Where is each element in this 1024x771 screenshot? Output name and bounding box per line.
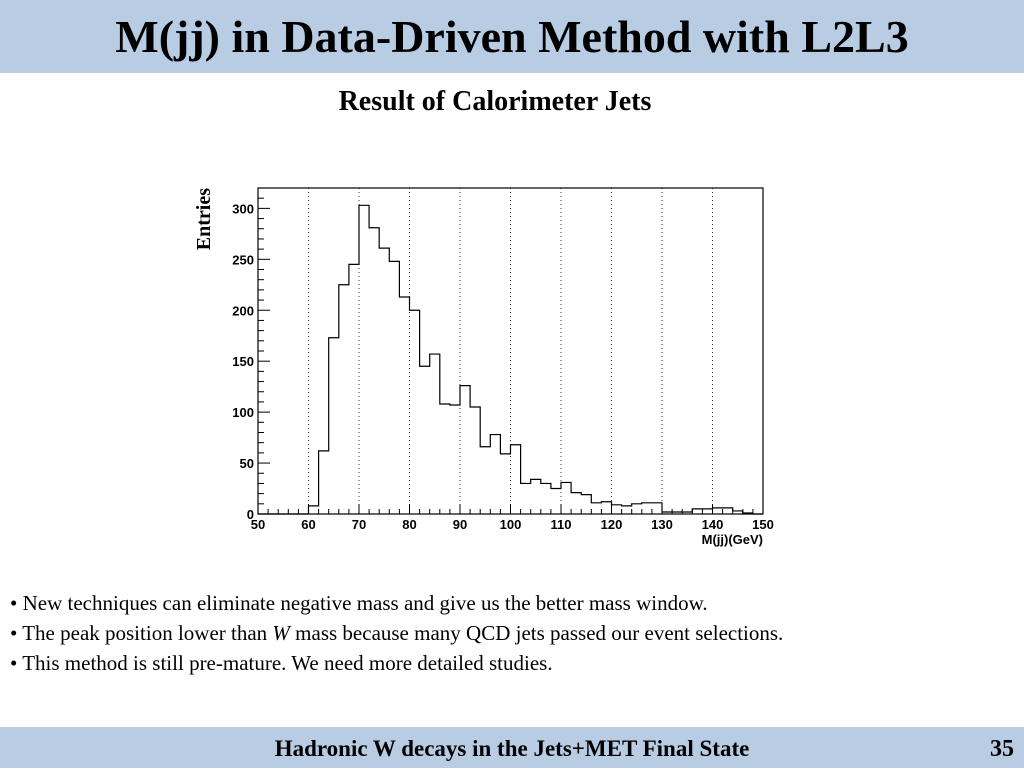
y-tick-label-250: 250	[232, 252, 254, 268]
y-tick-label-100: 100	[232, 405, 254, 421]
footer-title: Hadronic W decays in the Jets+MET Final State	[274, 736, 750, 761]
x-tick-label-130: 130	[651, 517, 673, 532]
bullet-emphasis: W	[272, 621, 290, 645]
x-tick-label-150: 150	[752, 517, 774, 532]
mjj-histogram	[185, 180, 805, 560]
grid-lines	[309, 188, 713, 514]
x-tick-label-120: 120	[600, 517, 623, 532]
bullet-list	[10, 588, 1010, 678]
x-tick-labels	[251, 517, 774, 532]
footer-banner	[0, 727, 1024, 768]
x-tick-label-80: 80	[402, 517, 417, 532]
bullet-item	[10, 588, 1010, 618]
bullet-item	[10, 648, 1010, 678]
bullet-text: • New techniques can eliminate negative mass and give us the better mass window.	[10, 591, 708, 615]
x-tick-label-140: 140	[701, 517, 724, 532]
bullet-text: • The peak position lower than	[10, 621, 273, 645]
bullet-text: • This method is still pre-mature. We need more detailed studies.	[10, 651, 553, 675]
chart-subtitle: Result of Calorimeter Jets	[338, 86, 652, 117]
histogram-series	[258, 205, 763, 514]
x-tick-label-50: 50	[250, 517, 266, 532]
x-tick-label-60: 60	[301, 517, 316, 532]
y-tick-label-0: 0	[246, 507, 254, 522]
x-tick-label-70: 70	[351, 517, 367, 532]
y-tick-label-50: 50	[239, 456, 254, 472]
y-tick-label-300: 300	[232, 201, 254, 217]
bullet-item	[10, 618, 1010, 648]
y-tick-label-200: 200	[232, 303, 254, 319]
bullet-text: mass because many QCD jets passed our event selections.	[289, 621, 784, 645]
slide-title: M(jj) in Data-Driven Method with L2L3	[115, 11, 909, 62]
x-axis-label: M(jj)(GeV)	[701, 532, 763, 547]
page-number: 35	[990, 736, 1014, 762]
y-tick-label-150: 150	[232, 354, 254, 370]
x-tick-label-110: 110	[550, 517, 572, 532]
x-tick-label-90: 90	[452, 517, 468, 532]
x-tick-label-100: 100	[499, 517, 522, 532]
y-tick-labels	[232, 201, 254, 522]
y-axis-label: Entries	[193, 188, 215, 251]
